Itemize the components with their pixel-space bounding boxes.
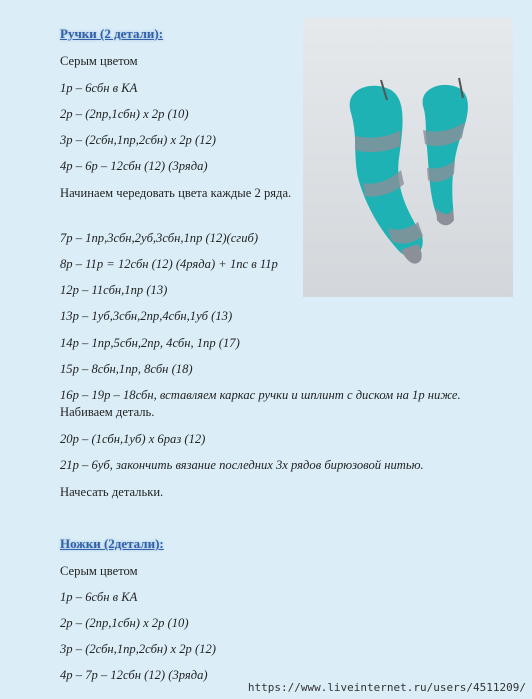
text-line: 1р – 6сбн в КА: [60, 81, 138, 95]
text-line: 21р – 6уб, закончить вязание последних 3х рядов бирюзовой нитью.: [60, 458, 424, 472]
text-line: 15р – 8сбн,1пр, 8сбн (18): [60, 362, 193, 376]
text-line: 14р – 1пр,5сбн,2пр, 4сбн, 1пр (17): [60, 336, 240, 350]
text-line: 20р – (1сбн,1уб) х 6раз (12): [60, 432, 206, 446]
text-line: 16р – 19р – 18сбн, вставляем каркас ручки и шплинт с диском на 1р ниже.: [60, 388, 461, 402]
text-line: 3р – (2сбн,1пр,2сбн) х 2р (12): [60, 133, 216, 147]
text-line: Набиваем деталь.: [60, 405, 155, 419]
text-line: 1р – 6сбн в КА: [60, 590, 138, 604]
text-line: 7р – 1пр,3сбн,2уб,3сбн,1пр (12)(сгиб): [60, 231, 259, 245]
text-line: Серым цветом: [60, 564, 138, 578]
text-line: 2р – (2пр,1сбн) х 2р (10): [60, 616, 189, 630]
text-line: 13р – 1уб,3сбн,2пр,4сбн,1уб (13): [60, 309, 233, 323]
text-line: Серым цветом: [60, 54, 138, 68]
text-line: 2р – (2пр,1сбн) х 2р (10): [60, 107, 189, 121]
text-line: 12р – 11сбн,1пр (13): [60, 283, 168, 297]
knitted-arms-photo: [303, 18, 513, 297]
text-line: 8р – 11р = 12сбн (12) (4ряда) + 1пс в 11р: [60, 257, 278, 271]
text-line: 4р – 7р – 12сбн (12) (3ряда): [60, 668, 208, 682]
text-line: 3р – (2сбн,1пр,2сбн) х 2р (12): [60, 642, 216, 656]
text-line: Начинаем чередовать цвета каждые 2 ряда.: [60, 186, 292, 200]
text-line: 4р – 6р – 12сбн (12) (3ряда): [60, 159, 208, 173]
section-heading-legs: Ножки (2детали):: [60, 536, 164, 551]
section-heading-arms: Ручки (2 детали):: [60, 26, 164, 41]
source-url: https://www.liveinternet.ru/users/4511209/: [247, 681, 526, 694]
text-line: Начесать детальки.: [60, 485, 164, 499]
